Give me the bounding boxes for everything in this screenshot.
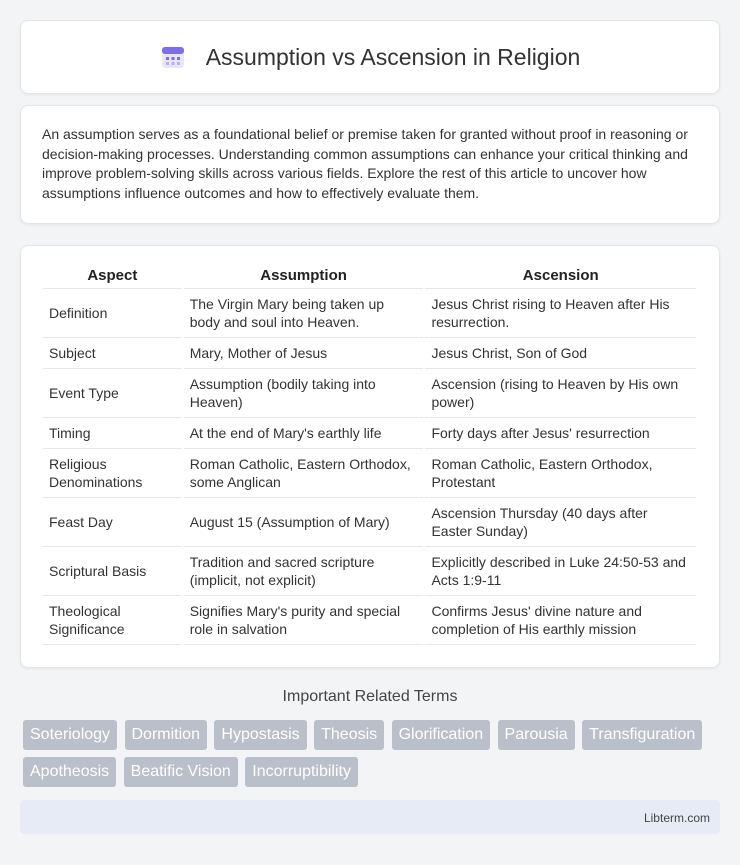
ascension-cell: Forty days after Jesus' resurrection: [425, 418, 696, 449]
aspect-cell: Feast Day: [43, 498, 182, 547]
intro-card: [20, 105, 720, 224]
related-term-tag[interactable]: Transfiguration: [582, 720, 702, 750]
ascension-cell: Ascension (rising to Heaven by His own power): [425, 369, 696, 418]
calendar-icon: [160, 44, 186, 70]
header-aspect: Aspect: [43, 265, 182, 289]
header-ascension: Ascension: [425, 265, 696, 289]
table-header-row: [43, 265, 696, 289]
table-row: [43, 498, 696, 547]
related-term-tag[interactable]: Beatific Vision: [124, 757, 238, 787]
intro-text: An assumption serves as a foundational belief or premise taken for granted without proof in reasoning or decision-making processes. Understanding common assumptions can enhance your critical thinking and improve problem-solving skills across various fields. Explore the rest of this article to uncover how assumptions influence outcomes and how to effectively evaluate them.: [42, 126, 688, 201]
related-term-tag[interactable]: Apotheosis: [23, 757, 116, 787]
comparison-table: [41, 265, 698, 645]
aspect-cell: Event Type: [43, 369, 182, 418]
related-term-tag[interactable]: Glorification: [392, 720, 490, 750]
related-term-tag[interactable]: Incorruptibility: [245, 757, 358, 787]
related-term-tag[interactable]: Soteriology: [23, 720, 117, 750]
aspect-cell: Timing: [43, 418, 182, 449]
table-row: [43, 289, 696, 338]
ascension-cell: Jesus Christ, Son of God: [425, 338, 696, 369]
table-row: [43, 418, 696, 449]
aspect-cell: Scriptural Basis: [43, 547, 182, 596]
assumption-cell: At the end of Mary's earthly life: [184, 418, 424, 449]
assumption-cell: Mary, Mother of Jesus: [184, 338, 424, 369]
ascension-cell: Roman Catholic, Eastern Orthodox, Protestant: [425, 449, 696, 498]
table-row: [43, 547, 696, 596]
aspect-cell: Religious Denominations: [43, 449, 182, 498]
assumption-cell: Roman Catholic, Eastern Orthodox, some Anglican: [184, 449, 424, 498]
header-assumption: Assumption: [184, 265, 424, 289]
table-row: [43, 596, 696, 645]
assumption-cell: Signifies Mary's purity and special role in salvation: [184, 596, 424, 645]
assumption-cell: August 15 (Assumption of Mary): [184, 498, 424, 547]
related-term-tag[interactable]: Theosis: [314, 720, 384, 750]
ascension-cell: Explicitly described in Luke 24:50-53 and Acts 1:9-11: [425, 547, 696, 596]
assumption-cell: The Virgin Mary being taken up body and soul into Heaven.: [184, 289, 424, 338]
footer: [20, 800, 720, 834]
aspect-cell: Definition: [43, 289, 182, 338]
assumption-cell: Tradition and sacred scripture (implicit, not explicit): [184, 547, 424, 596]
header-card: [20, 20, 720, 94]
related-term-tag[interactable]: Dormition: [125, 720, 207, 750]
table-row: [43, 338, 696, 369]
related-terms-title: Important Related Terms: [282, 688, 458, 705]
aspect-cell: Theological Significance: [43, 596, 182, 645]
ascension-cell: Confirms Jesus' divine nature and completion of His earthly mission: [425, 596, 696, 645]
page-title: Assumption vs Ascension in Religion: [205, 43, 581, 70]
ascension-cell: Jesus Christ rising to Heaven after His resurrection.: [425, 289, 696, 338]
assumption-cell: Assumption (bodily taking into Heaven): [184, 369, 424, 418]
related-term-tag[interactable]: Parousia: [498, 720, 575, 750]
table-row: [43, 449, 696, 498]
related-terms-list: [23, 720, 723, 794]
comparison-card: [20, 245, 720, 668]
footer-site-link[interactable]: Libterm.com: [643, 811, 710, 825]
aspect-cell: Subject: [43, 338, 182, 369]
related-term-tag[interactable]: Hypostasis: [214, 720, 306, 750]
table-row: [43, 369, 696, 418]
ascension-cell: Ascension Thursday (40 days after Easter Sunday): [425, 498, 696, 547]
